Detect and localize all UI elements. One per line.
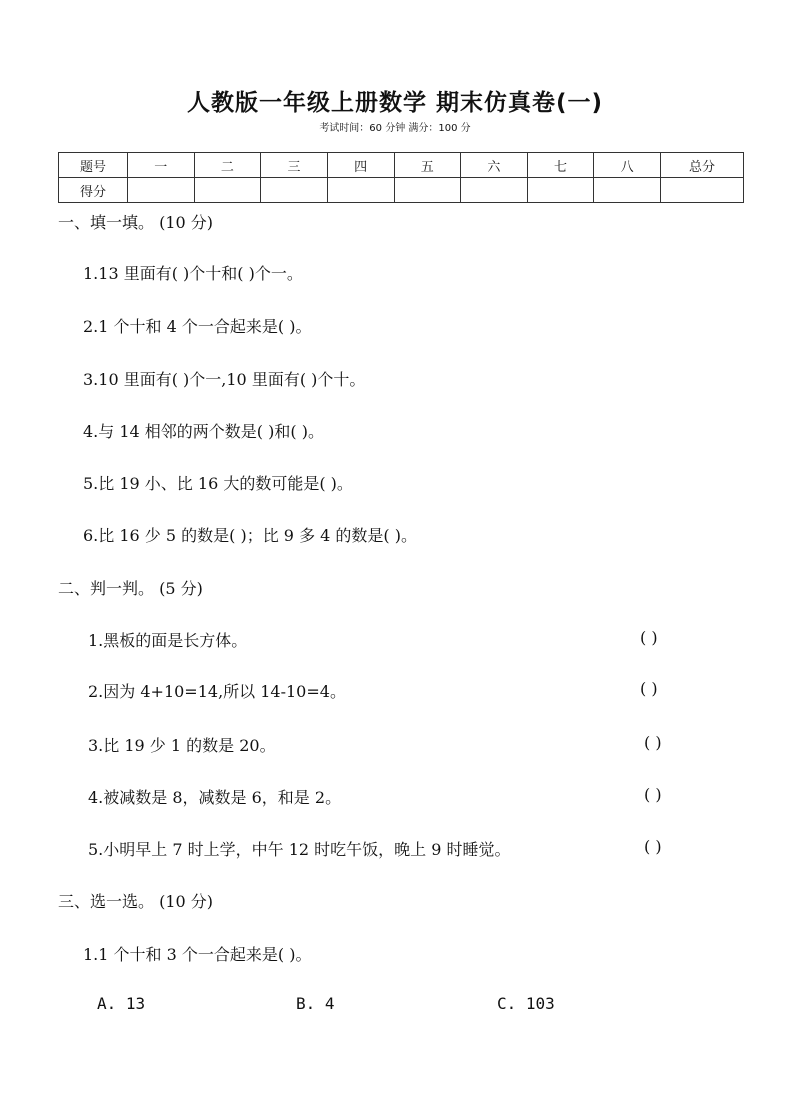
score-cell[interactable] [261,178,328,203]
question-item: 1.13 里面有( )个十和( )个一。 [83,264,303,283]
answer-bracket[interactable]: ( ) [644,837,662,856]
score-table-header-row [59,153,744,178]
score-header-cell: 二 [194,153,261,178]
section-judge-title: 二、判一判。 (5 分) [58,579,203,598]
score-cell[interactable] [194,178,261,203]
score-header-cell: 八 [594,153,661,178]
question-item: 4.与 14 相邻的两个数是( )和( )。 [83,422,324,441]
section-choose-title: 三、选一选。 (10 分) [58,892,214,911]
option-c[interactable]: C. 103 [497,994,555,1013]
score-header-cell: 一 [128,153,195,178]
score-table-score-row [59,178,744,203]
score-cell[interactable] [461,178,528,203]
score-header-cell: 三 [261,153,328,178]
exam-info: 考试时间：60 分钟 满分：100 分 [319,123,471,134]
score-header-cell: 六 [461,153,528,178]
score-cell[interactable] [594,178,661,203]
answer-bracket[interactable]: ( ) [644,733,662,752]
option-a[interactable]: A. 13 [97,994,146,1013]
score-cell[interactable] [327,178,394,203]
question-item: 2.1 个十和 4 个一合起来是( )。 [83,317,312,336]
answer-bracket[interactable]: ( ) [644,785,662,804]
score-cell[interactable] [128,178,195,203]
judge-item: 4.被减数是 8，减数是 6，和是 2。 [88,788,342,807]
page-title: 人教版一年级上册数学 期末仿真卷(一) [186,90,604,116]
judge-item: 1.黑板的面是长方体。 [88,631,248,650]
score-header-cell: 题号 [59,153,128,178]
judge-item: 5.小明早上 7 时上学，中午 12 时吃午饭，晚上 9 时睡觉。 [88,840,511,859]
score-table [58,152,744,203]
score-header-cell: 五 [394,153,461,178]
option-b[interactable]: B. 4 [296,994,335,1013]
judge-item: 3.比 19 少 1 的数是 20。 [88,736,276,755]
answer-bracket[interactable]: ( ) [640,628,658,647]
answer-bracket[interactable]: ( ) [640,679,658,698]
section-fill-in-title: 一、填一填。 (10 分) [58,213,214,232]
score-cell[interactable] [527,178,594,203]
question-item: 3.10 里面有( )个一,10 里面有( )个十。 [83,370,366,389]
score-row-label: 得分 [59,178,128,203]
score-cell[interactable] [394,178,461,203]
score-header-cell: 七 [527,153,594,178]
score-header-cell: 四 [327,153,394,178]
score-cell[interactable] [661,178,744,203]
choice-question: 1.1 个十和 3 个一合起来是( )。 [83,945,312,964]
question-item: 6.比 16 少 5 的数是( )；比 9 多 4 的数是( )。 [83,526,417,545]
score-header-cell: 总分 [661,153,744,178]
question-item: 5.比 19 小、比 16 大的数可能是( )。 [83,474,353,493]
judge-item: 2.因为 4+10=14,所以 14-10=4。 [88,682,346,701]
